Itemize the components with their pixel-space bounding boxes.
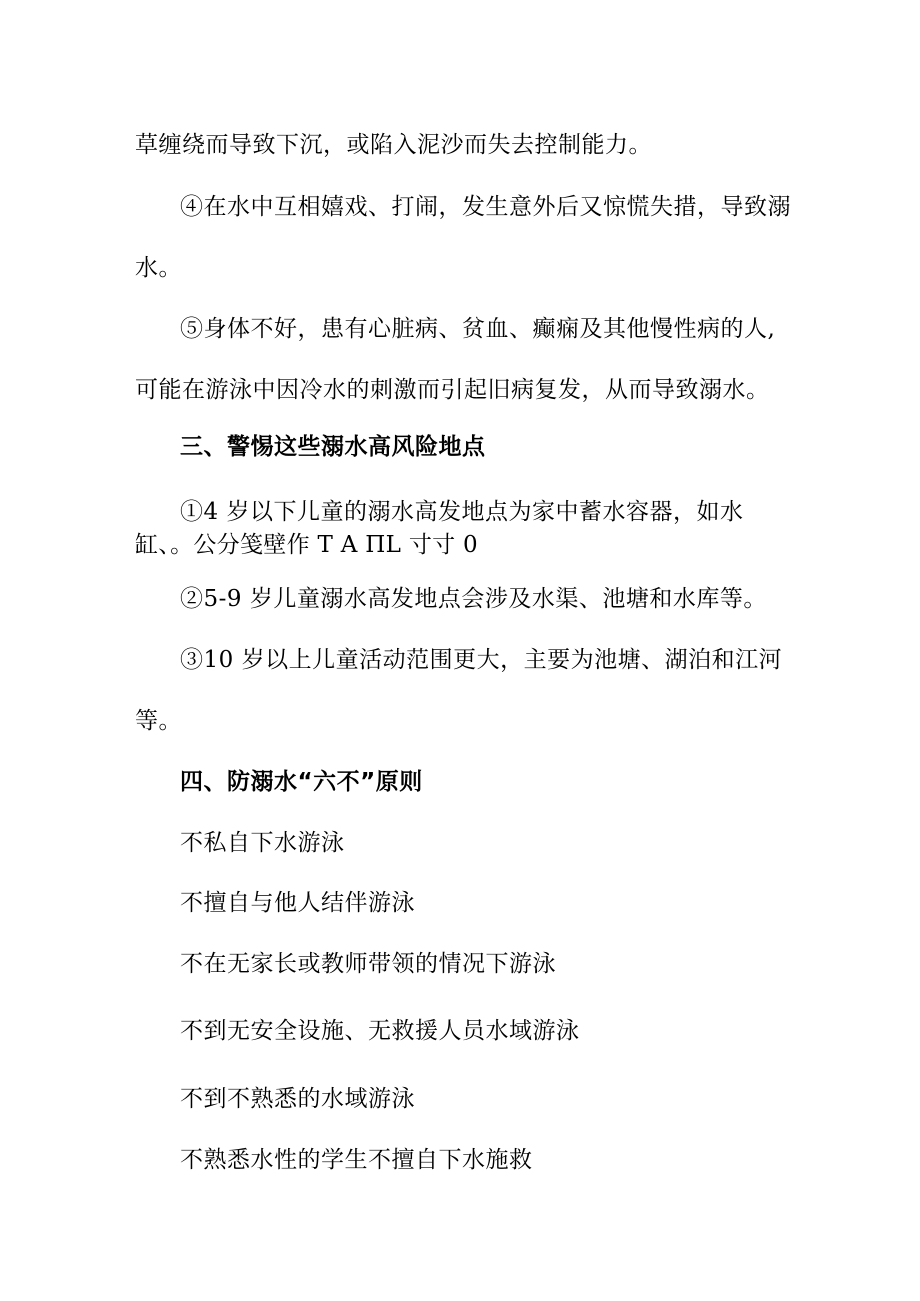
location-2: ②5-9 岁儿童溺水高发地点会涉及水渠、池塘和水库等。 [180,586,767,612]
location-3-line-1: ③10 岁以上儿童活动范围更大，主要为池塘、湖泊和江河 [180,647,783,673]
rule-item: 不私自下水游泳 [180,830,345,856]
location-1-line-2: 缸、。公分笺壁作 T A ΠL 寸寸 0 [135,532,478,558]
item-5-line-2: 可能在游泳中因冷水的刺激而引起旧病复发，从而导致溺水。 [135,377,770,403]
item-5-line-1: ⑤身体不好，患有心脏病、贫血、癫痫及其他慢性病的人, [180,316,776,342]
location-1-line-1: ①4 岁以下儿童的溺水高发地点为家中蓄水容器，如水 [180,499,744,525]
section-4-heading: 四、防溺水“六不”原则 [180,769,423,795]
paragraph-continuation: 草缠绕而导致下沉，或陷入泥沙而失去控制能力。 [135,132,652,158]
item-4-line-2: 水。 [135,255,182,281]
rule-item: 不到无安全设施、无救援人员水域游泳 [180,1018,580,1044]
item-4-line-1: ④在水中互相嬉戏、打闹，发生意外后又惊慌失措，导致溺 [180,194,791,220]
rule-item: 不到不熟悉的水域游泳 [180,1086,415,1112]
rule-item: 不擅自与他人结伴游泳 [180,890,415,916]
section-3-heading: 三、警惕这些溺水高风险地点 [180,434,486,460]
rule-item: 不在无家长或教师带领的情况下游泳 [180,951,556,977]
location-3-line-2: 等。 [135,708,182,734]
rule-item: 不熟悉水性的学生不擅自下水施救 [180,1147,533,1173]
